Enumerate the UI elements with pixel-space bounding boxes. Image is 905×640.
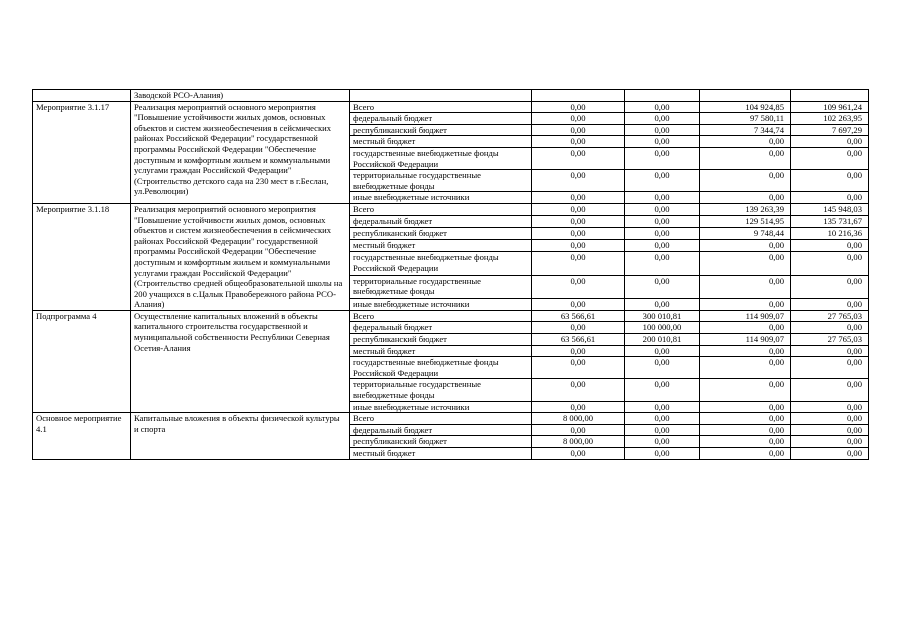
amount-year-4-cell: 109 961,24 [791, 101, 869, 113]
amount-year-1-cell: 0,00 [532, 124, 625, 136]
amount-year-1-cell: 0,00 [532, 298, 625, 310]
table-row [33, 310, 869, 322]
funding-source-cell: республиканский бюджет [350, 228, 532, 240]
funding-source-cell: местный бюджет [350, 345, 532, 357]
amount-year-2-cell: 0,00 [625, 101, 700, 113]
budget-table [32, 89, 869, 460]
amount-year-4-cell: 0,00 [791, 240, 869, 252]
amount-year-2-cell: 0,00 [625, 192, 700, 204]
amount-year-4-cell: 0,00 [791, 192, 869, 204]
amount-year-3-cell: 0,00 [700, 240, 791, 252]
table-row [33, 203, 869, 215]
amount-year-1-cell: 0,00 [532, 240, 625, 252]
funding-source-cell: территориальные государственные внебюджетные фонды [350, 379, 532, 401]
funding-source-cell: Всего [350, 310, 532, 322]
amount-year-2-cell: 200 010,81 [625, 334, 700, 346]
amount-year-1-cell: 0,00 [532, 170, 625, 192]
amount-year-1-cell: 0,00 [532, 448, 625, 460]
amount-year-3-cell: 0,00 [700, 436, 791, 448]
amount-year-1-cell: 8 000,00 [532, 436, 625, 448]
amount-year-1-cell [532, 90, 625, 102]
amount-year-4-cell: 27 765,03 [791, 310, 869, 322]
funding-source-cell: иные внебюджетные источники [350, 192, 532, 204]
funding-source-cell: местный бюджет [350, 240, 532, 252]
amount-year-3-cell: 0,00 [700, 357, 791, 379]
amount-year-2-cell: 0,00 [625, 345, 700, 357]
amount-year-2-cell: 0,00 [625, 136, 700, 148]
amount-year-1-cell: 0,00 [532, 216, 625, 228]
program-description-cell: Реализация мероприятий основного мероприятия "Повышение устойчивости жилых домов, основных объектов и систем жизнеобеспечения в сейсмических районах Российской Федерации" государственной программы Российской Федерации "Обеспечение доступным и комфортным жильем и коммунальными услугами граждан Российской Федерации" (Строительство детского сада на 230 мест в г.Беслан, ул.Революции) [131, 101, 350, 203]
funding-source-cell: федеральный бюджет [350, 424, 532, 436]
amount-year-3-cell: 0,00 [700, 170, 791, 192]
amount-year-2-cell: 0,00 [625, 298, 700, 310]
amount-year-3-cell: 0,00 [700, 298, 791, 310]
amount-year-3-cell: 0,00 [700, 192, 791, 204]
table-row [33, 90, 869, 102]
amount-year-4-cell: 0,00 [791, 147, 869, 169]
amount-year-3-cell: 104 924,85 [700, 101, 791, 113]
amount-year-1-cell: 0,00 [532, 424, 625, 436]
amount-year-3-cell: 0,00 [700, 252, 791, 275]
amount-year-1-cell: 0,00 [532, 101, 625, 113]
funding-source-cell: федеральный бюджет [350, 216, 532, 228]
funding-source-cell: государственные внебюджетные фонды Российской Федерации [350, 252, 532, 275]
amount-year-1-cell: 0,00 [532, 379, 625, 401]
amount-year-1-cell: 0,00 [532, 275, 625, 298]
amount-year-2-cell: 0,00 [625, 203, 700, 215]
amount-year-2-cell: 0,00 [625, 401, 700, 413]
amount-year-4-cell: 27 765,03 [791, 334, 869, 346]
amount-year-3-cell: 0,00 [700, 401, 791, 413]
amount-year-4-cell: 7 697,29 [791, 124, 869, 136]
amount-year-2-cell: 0,00 [625, 228, 700, 240]
funding-source-cell: иные внебюджетные источники [350, 298, 532, 310]
funding-source-cell: государственные внебюджетные фонды Российской Федерации [350, 147, 532, 169]
amount-year-3-cell: 0,00 [700, 136, 791, 148]
amount-year-3-cell: 0,00 [700, 379, 791, 401]
amount-year-2-cell: 0,00 [625, 413, 700, 425]
amount-year-1-cell: 0,00 [532, 322, 625, 334]
amount-year-1-cell: 0,00 [532, 147, 625, 169]
amount-year-1-cell: 0,00 [532, 357, 625, 379]
amount-year-3-cell: 97 580,11 [700, 113, 791, 125]
amount-year-4-cell: 0,00 [791, 345, 869, 357]
amount-year-3-cell: 114 909,07 [700, 310, 791, 322]
funding-source-cell: местный бюджет [350, 448, 532, 460]
amount-year-2-cell: 0,00 [625, 436, 700, 448]
amount-year-1-cell: 0,00 [532, 136, 625, 148]
program-description-cell: Капитальные вложения в объекты физической культуры и спорта [131, 413, 350, 459]
amount-year-4-cell: 0,00 [791, 424, 869, 436]
amount-year-1-cell: 63 566,61 [532, 334, 625, 346]
amount-year-4-cell: 10 216,36 [791, 228, 869, 240]
amount-year-4-cell: 0,00 [791, 413, 869, 425]
amount-year-4-cell: 0,00 [791, 136, 869, 148]
amount-year-3-cell: 129 514,95 [700, 216, 791, 228]
amount-year-1-cell: 0,00 [532, 192, 625, 204]
table-row [33, 413, 869, 425]
amount-year-4-cell: 0,00 [791, 436, 869, 448]
amount-year-3-cell: 9 748,44 [700, 228, 791, 240]
amount-year-2-cell: 0,00 [625, 170, 700, 192]
program-code-cell: Основное мероприятие 4.1 [33, 413, 131, 459]
amount-year-1-cell: 63 566,61 [532, 310, 625, 322]
program-description-cell: Осуществление капитальных вложений в объекты капитального строительства государственной и муниципальной собственности Республики Северная Осетия-Алания [131, 310, 350, 412]
amount-year-1-cell: 0,00 [532, 203, 625, 215]
amount-year-2-cell: 0,00 [625, 124, 700, 136]
amount-year-2-cell: 300 010,81 [625, 310, 700, 322]
amount-year-3-cell: 139 263,39 [700, 203, 791, 215]
amount-year-4-cell: 0,00 [791, 170, 869, 192]
program-description-cell: Заводской РСО-Алания) [131, 90, 350, 102]
amount-year-2-cell: 0,00 [625, 252, 700, 275]
funding-source-cell: республиканский бюджет [350, 436, 532, 448]
amount-year-4-cell: 0,00 [791, 298, 869, 310]
amount-year-2-cell [625, 90, 700, 102]
funding-source-cell: государственные внебюджетные фонды Российской Федерации [350, 357, 532, 379]
funding-source-cell: территориальные государственные внебюджетные фонды [350, 275, 532, 298]
funding-source-cell: местный бюджет [350, 136, 532, 148]
table-row [33, 101, 869, 113]
amount-year-4-cell: 0,00 [791, 448, 869, 460]
funding-source-cell: федеральный бюджет [350, 322, 532, 334]
amount-year-2-cell: 0,00 [625, 424, 700, 436]
amount-year-1-cell: 0,00 [532, 401, 625, 413]
amount-year-2-cell: 100 000,00 [625, 322, 700, 334]
amount-year-4-cell: 0,00 [791, 275, 869, 298]
funding-source-cell [350, 90, 532, 102]
amount-year-4-cell: 135 731,67 [791, 216, 869, 228]
funding-source-cell: иные внебюджетные источники [350, 401, 532, 413]
amount-year-1-cell: 0,00 [532, 228, 625, 240]
amount-year-2-cell: 0,00 [625, 275, 700, 298]
amount-year-4-cell: 0,00 [791, 357, 869, 379]
program-description-cell: Реализация мероприятий основного мероприятия "Повышение устойчивости жилых домов, основных объектов и систем жизнеобеспечения в сейсмических районах Российской Федерации" государственной программы Российской Федерации "Обеспечение доступным и комфортным жильем и коммунальными услугами граждан Российской Федерации" (Строительство средней общеобразовательной школы на 200 учащихся в с.Цалык Правобережного района РСО-Алания) [131, 203, 350, 310]
program-code-cell: Мероприятие 3.1.17 [33, 101, 131, 203]
program-code-cell [33, 90, 131, 102]
amount-year-3-cell [700, 90, 791, 102]
amount-year-2-cell: 0,00 [625, 357, 700, 379]
funding-source-cell: Всего [350, 413, 532, 425]
funding-source-cell: Всего [350, 101, 532, 113]
amount-year-3-cell: 0,00 [700, 345, 791, 357]
amount-year-2-cell: 0,00 [625, 113, 700, 125]
amount-year-3-cell: 114 909,07 [700, 334, 791, 346]
amount-year-3-cell: 0,00 [700, 413, 791, 425]
amount-year-2-cell: 0,00 [625, 379, 700, 401]
amount-year-3-cell: 7 344,74 [700, 124, 791, 136]
funding-source-cell: федеральный бюджет [350, 113, 532, 125]
amount-year-4-cell: 102 263,95 [791, 113, 869, 125]
amount-year-4-cell: 0,00 [791, 252, 869, 275]
amount-year-1-cell: 0,00 [532, 345, 625, 357]
amount-year-1-cell: 8 000,00 [532, 413, 625, 425]
amount-year-4-cell: 0,00 [791, 401, 869, 413]
amount-year-1-cell: 0,00 [532, 252, 625, 275]
amount-year-2-cell: 0,00 [625, 216, 700, 228]
amount-year-3-cell: 0,00 [700, 448, 791, 460]
amount-year-3-cell: 0,00 [700, 322, 791, 334]
amount-year-2-cell: 0,00 [625, 240, 700, 252]
amount-year-3-cell: 0,00 [700, 424, 791, 436]
funding-source-cell: республиканский бюджет [350, 334, 532, 346]
amount-year-2-cell: 0,00 [625, 147, 700, 169]
amount-year-4-cell: 0,00 [791, 379, 869, 401]
program-code-cell: Подпрограмма 4 [33, 310, 131, 412]
amount-year-4-cell [791, 90, 869, 102]
funding-source-cell: Всего [350, 203, 532, 215]
amount-year-1-cell: 0,00 [532, 113, 625, 125]
amount-year-3-cell: 0,00 [700, 275, 791, 298]
amount-year-3-cell: 0,00 [700, 147, 791, 169]
funding-source-cell: территориальные государственные внебюджетные фонды [350, 170, 532, 192]
funding-source-cell: республиканский бюджет [350, 124, 532, 136]
amount-year-2-cell: 0,00 [625, 448, 700, 460]
program-code-cell: Мероприятие 3.1.18 [33, 203, 131, 310]
amount-year-4-cell: 0,00 [791, 322, 869, 334]
amount-year-4-cell: 145 948,03 [791, 203, 869, 215]
